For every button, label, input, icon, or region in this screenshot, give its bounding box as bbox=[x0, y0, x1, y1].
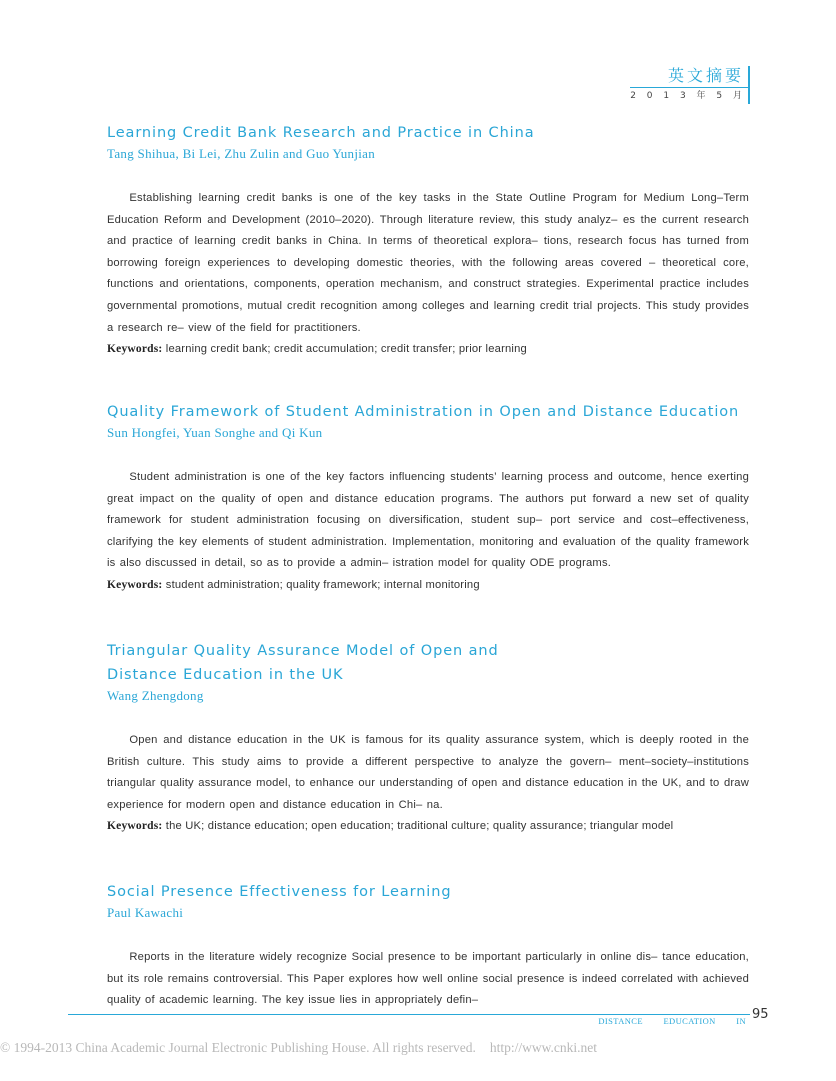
article-title: Learning Credit Bank Research and Practice in China bbox=[107, 125, 535, 141]
keywords-text: student administration; quality framework; internal monitoring bbox=[165, 578, 480, 591]
keywords-text: learning credit bank; credit accumulation; credit transfer; prior learning bbox=[165, 343, 527, 356]
footer-rule bbox=[68, 1014, 750, 1015]
watermark-url[interactable]: http://www.cnki.net bbox=[489, 1040, 598, 1055]
copyright-text: © 1994-2013 China Academic Journal Electronic Publishing House. All rights reserved. bbox=[0, 1040, 476, 1055]
article-title: Quality Framework of Student Administration in Open and Distance Education bbox=[107, 404, 740, 420]
article-keywords bbox=[107, 339, 749, 359]
article-abstract: Establishing learning credit banks is one of the key tasks in the State Outline Program for Medium Long–Term Education Reform and Development (2010–2020). Through literature review, this study analyz– es the current research and practice of learning credit banks in China. In terms of theoretical explora– tions, research focus has turned from borrowing foreign experiences to developing domestic theories, with the following areas covered – theoretical core, functions and orientations, components, operation mechanism, and construct strategies. Experimental practice includes governmental promotions, mutual credit recognition among colleges and learning credit trial projects. This study provides a research re– view of the field for practitioners. bbox=[107, 192, 749, 334]
article-abstract: Open and distance education in the UK is famous for its quality assurance system, which is deeply rooted in the British culture. This study aims to provide a different perspective to analyze the govern– ment–society–institutions triangular quality assurance model, to enhance our understanding of open and distance education in the UK, and to draw experience for modern open and distance education in Chi– na. bbox=[107, 734, 749, 811]
section-title: 英文摘要 bbox=[630, 66, 750, 88]
article-authors: Tang Shihua, Bi Lei, Zhu Zulin and Guo Yunjian bbox=[107, 146, 376, 161]
article-1 bbox=[107, 121, 749, 359]
keywords-text: the UK; distance education; open education; traditional culture; quality assurance; triangular model bbox=[165, 820, 674, 833]
article-title-line-1: Triangular Quality Assurance Model of Open and bbox=[107, 643, 499, 659]
header-accent-bar bbox=[748, 66, 750, 104]
page-header bbox=[630, 66, 750, 102]
article-4 bbox=[107, 880, 749, 1012]
keywords-label: Keywords: bbox=[107, 578, 163, 591]
copyright-watermark bbox=[0, 1040, 597, 1056]
article-authors: Wang Zhengdong bbox=[107, 688, 204, 703]
keywords-label: Keywords: bbox=[107, 820, 163, 833]
article-title-line-2: Distance Education in the UK bbox=[107, 667, 344, 683]
article-abstract: Student administration is one of the key factors influencing students’ learning process and outcome, hence exerting great impact on the quality of open and distance education programs. The authors put forward a new set of quality framework for student administration focusing on diversification, student sup– port service and cost–effectiveness, clarifying the key elements of student administration. Implementation, monitoring and evaluation of the quality framework is also discussed in detail, so as to provide a admin– istration model for quality ODE programs. bbox=[107, 471, 749, 570]
article-authors: Sun Hongfei, Yuan Songhe and Qi Kun bbox=[107, 425, 323, 440]
issue-date: 2 0 1 3 年 5 月 bbox=[630, 91, 746, 101]
page-number: 95 bbox=[752, 1007, 769, 1022]
article-keywords bbox=[107, 816, 749, 836]
footer-journal-name: DISTANCE EDUCATION IN bbox=[598, 1016, 746, 1026]
article-keywords bbox=[107, 575, 749, 595]
article-abstract: Reports in the literature widely recognize Social presence to be important particularly in online dis– tance education, but its role remains controversial. This Paper explores how well online social presence is indeed correlated with achieved quality of academic learning. The key issue lies in appropriately defin– bbox=[107, 951, 749, 1007]
article-authors: Paul Kawachi bbox=[107, 905, 184, 920]
article-title: Social Presence Effectiveness for Learning bbox=[107, 884, 452, 900]
keywords-label: Keywords: bbox=[107, 343, 163, 356]
article-3 bbox=[107, 639, 749, 836]
article-2 bbox=[107, 400, 749, 595]
